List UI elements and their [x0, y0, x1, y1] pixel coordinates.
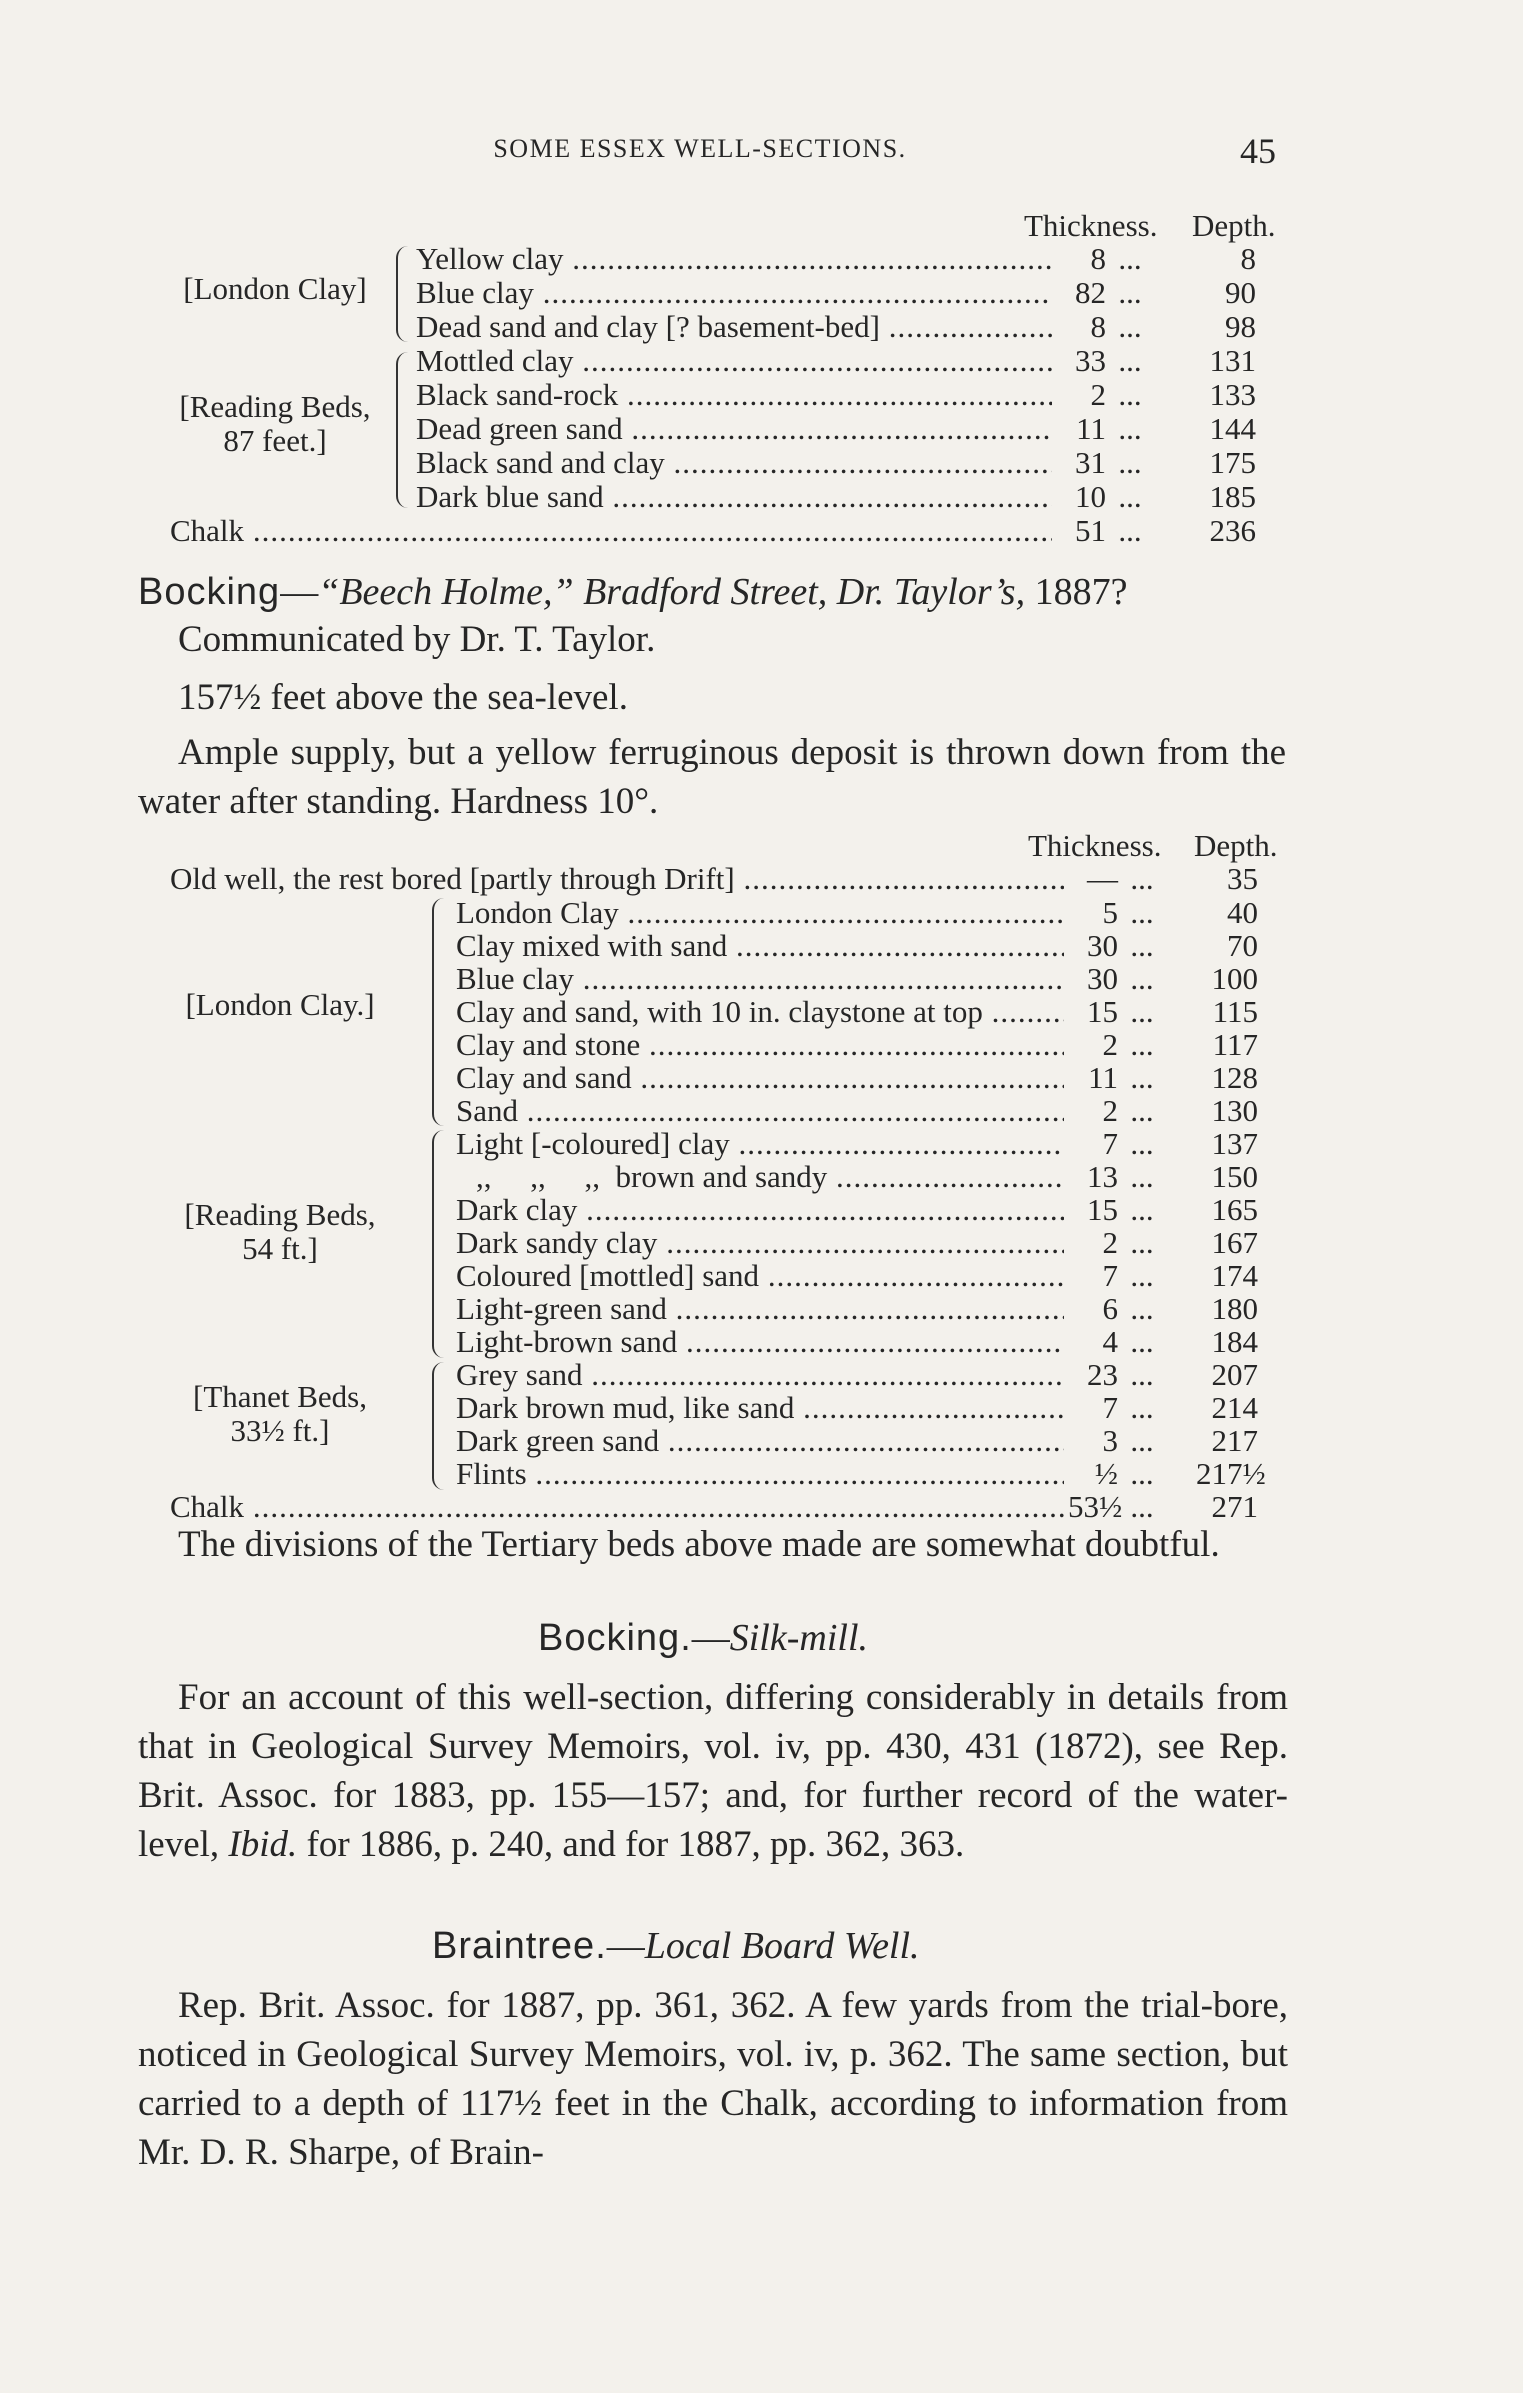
thickness-value: 2 — [1102, 1093, 1118, 1128]
table-row — [0, 1325, 1523, 1359]
page-number: 45 — [1240, 131, 1276, 171]
depth-value: 217 — [1211, 1423, 1258, 1458]
divisions-note: The divisions of the Tertiary beds above made are somewhat doubtful. — [178, 1524, 1220, 1565]
table-row — [0, 962, 1523, 996]
thickness-value: 11 — [1076, 411, 1106, 446]
section-heading-bocking-silk-mill — [538, 1616, 868, 1660]
depth-value: 217½ — [1196, 1456, 1266, 1491]
leader-dots: ... — [1118, 377, 1142, 412]
table-row — [0, 1457, 1523, 1491]
stratum-label: Yellow clay ..... — [416, 242, 1052, 276]
depth-value: 214 — [1211, 1390, 1258, 1425]
leader-dots: ... — [1118, 479, 1142, 514]
stratum-label: Dead green sand ..... — [416, 412, 1052, 446]
group-label-reading-beds: [Reading Beds, 54 ft.] — [184, 1197, 376, 1266]
depth-value: 117 — [1212, 1027, 1258, 1062]
leader-dots: ... — [1130, 1456, 1154, 1491]
thickness-value: 30 — [1087, 928, 1118, 963]
stratum-label: Blue clay ..... — [416, 276, 1052, 310]
depth-value: 207 — [1211, 1357, 1258, 1392]
stratum-label: Dark green sand ..... — [456, 1424, 1064, 1458]
stratum-label: Flints ..... — [456, 1457, 1064, 1491]
group-label-thanet-beds: [Thanet Beds, 33½ ft.] — [193, 1379, 367, 1448]
table-row — [0, 1259, 1523, 1293]
group-label-london-clay: [London Clay] — [183, 271, 367, 306]
thickness-column-header: Thickness. — [1024, 208, 1158, 243]
braintree-paragraph: Rep. Brit. Assoc. for 1887, pp. 361, 362. A few yards from the trial-bore, noticed in Geological Survey Memoirs, vol. iv, p. 362. The same section, but carried to a depth of 117½ feet in the Chalk, according to information from Mr. D. R. Sharpe, of Brain- — [138, 1985, 1288, 2173]
table-row — [0, 862, 1523, 896]
thickness-value: 23 — [1087, 1357, 1118, 1392]
stratum-label: Black sand and clay ..... — [416, 446, 1052, 480]
table-row — [0, 1391, 1523, 1425]
thickness-value: 30 — [1087, 961, 1118, 996]
heading-dash: — — [606, 1925, 645, 1967]
leader-dots: ... — [1130, 1159, 1154, 1194]
table-row — [0, 1028, 1523, 1062]
leader-dots: ... — [1118, 411, 1142, 446]
thickness-value: 15 — [1087, 994, 1118, 1029]
thickness-value: 10 — [1075, 479, 1106, 514]
leader-dots: ... — [1118, 309, 1142, 344]
depth-value: 128 — [1211, 1060, 1258, 1095]
leader-dots: ... — [1118, 445, 1142, 480]
thickness-value: ½ — [1094, 1456, 1118, 1491]
thickness-value: 11 — [1088, 1060, 1118, 1095]
heading-italic: Local Board Well. — [644, 1925, 920, 1967]
stratum-label: Old well, the rest bored [partly through Drift] ..... — [170, 862, 1064, 896]
table-row — [0, 1127, 1523, 1161]
leader-dots: ... — [1130, 928, 1154, 963]
leader-dots: ... — [1130, 1324, 1154, 1359]
leader-dots: ... — [1130, 1258, 1154, 1293]
depth-value: 98 — [1225, 309, 1256, 344]
thickness-value: 3 — [1102, 1423, 1118, 1458]
communicated-by: Communicated by Dr. T. Taylor. — [178, 619, 656, 660]
stratum-label: Clay and stone ..... — [456, 1028, 1064, 1062]
place-name: Bocking — [138, 571, 281, 613]
heading-dash: — — [280, 571, 319, 613]
depth-value: 133 — [1209, 377, 1256, 412]
leader-dots: ... — [1118, 343, 1142, 378]
thickness-value: 2 — [1090, 377, 1106, 412]
thickness-column-header: Thickness. — [1028, 828, 1162, 863]
leader-dots: ... — [1130, 1225, 1154, 1260]
depth-value: 236 — [1209, 513, 1256, 548]
thickness-value: 53½ — [1068, 1489, 1123, 1524]
table-row — [0, 1490, 1523, 1524]
place-name: Bocking. — [538, 1617, 692, 1659]
silk-mill-paragraph: For an account of this well-section, differing considerably in details from that in Geological Survey Memoirs, vol. iv, pp. 430, 431 (1872), see Rep. Brit. Assoc. for 1883, pp. 155—157; and, for further record of the water-level, Ibid. for 1886, p. 240, and for 1887, pp. 362, 363. — [138, 1677, 1288, 1865]
depth-value: 90 — [1225, 275, 1256, 310]
stratum-label: London Clay ..... — [456, 896, 1064, 930]
thickness-value: 31 — [1075, 445, 1106, 480]
depth-value: 175 — [1209, 445, 1256, 480]
stratum-label: Coloured [mottled] sand ..... — [456, 1259, 1064, 1293]
thickness-value: 15 — [1087, 1192, 1118, 1227]
stratum-label: Mottled clay ..... — [416, 344, 1052, 378]
running-title: SOME ESSEX WELL-SECTIONS. — [493, 134, 907, 163]
thickness-value: 8 — [1090, 309, 1106, 344]
stratum-label: Light-green sand ..... — [456, 1292, 1064, 1326]
depth-value: 174 — [1211, 1258, 1258, 1293]
leader-dots: ... — [1130, 1093, 1154, 1128]
leader-dots: ... — [1130, 1489, 1154, 1524]
place-name: Braintree. — [432, 1925, 607, 1967]
depth-value: 165 — [1211, 1192, 1258, 1227]
table-row — [0, 1292, 1523, 1326]
table-row — [0, 896, 1523, 930]
depth-value: 130 — [1211, 1093, 1258, 1128]
table-row — [0, 1160, 1523, 1194]
thickness-value: 2 — [1102, 1027, 1118, 1062]
stratum-label: Light-brown sand ..... — [456, 1325, 1064, 1359]
leader-dots: ... — [1130, 1423, 1154, 1458]
table-row — [0, 1424, 1523, 1458]
stratum-label: ,, ,, ,, brown and sandy ..... — [476, 1160, 1064, 1194]
thickness-value: — — [1087, 861, 1118, 896]
ibid-ref: Ibid. — [228, 1824, 298, 1865]
depth-value: 8 — [1240, 241, 1256, 276]
group-label-london-clay: [London Clay.] — [185, 987, 375, 1022]
leader-dots: ... — [1130, 1291, 1154, 1326]
thickness-value: 51 — [1075, 513, 1106, 548]
stratum-label: Clay and sand ..... — [456, 1061, 1064, 1095]
stratum-label: Clay and sand, with 10 in. claystone at top ..... — [456, 995, 1064, 1029]
depth-value: 180 — [1211, 1291, 1258, 1326]
leader-dots: ... — [1130, 1192, 1154, 1227]
thickness-value: 4 — [1102, 1324, 1118, 1359]
depth-value: 131 — [1209, 343, 1256, 378]
table-row — [0, 1193, 1523, 1227]
depth-value: 144 — [1209, 411, 1256, 446]
stratum-label: Light [-coloured] clay ..... — [456, 1127, 1064, 1161]
leader-dots: ... — [1130, 1126, 1154, 1161]
section-heading-braintree — [432, 1924, 920, 1968]
depth-value: 137 — [1211, 1126, 1258, 1161]
leader-dots: ... — [1118, 241, 1142, 276]
depth-column-header: Depth. — [1194, 828, 1278, 863]
depth-value: 35 — [1227, 861, 1258, 896]
thickness-value: 13 — [1087, 1159, 1118, 1194]
leader-dots: ... — [1118, 275, 1142, 310]
leader-dots: ... — [1130, 1390, 1154, 1425]
thickness-value: 2 — [1102, 1225, 1118, 1260]
depth-value: 100 — [1211, 961, 1258, 996]
stratum-label: Chalk ..... — [170, 1490, 1064, 1524]
leader-dots: ... — [1130, 1357, 1154, 1392]
thickness-value: 6 — [1102, 1291, 1118, 1326]
stratum-label: Blue clay ..... — [456, 962, 1064, 996]
leader-dots: ... — [1130, 1060, 1154, 1095]
stratum-label: Clay mixed with sand ..... — [456, 929, 1064, 963]
heading-italic: “Beech Holme,” Bradford Street, Dr. Taylor’s, — [318, 571, 1026, 613]
leader-dots: ... — [1130, 895, 1154, 930]
stratum-label: Dark brown mud, like sand ..... — [456, 1391, 1064, 1425]
stratum-label: Chalk ..... — [170, 514, 1052, 548]
leader-dots: ... — [1130, 1027, 1154, 1062]
depth-column-header: Depth. — [1192, 208, 1276, 243]
stratum-label: Grey sand ..... — [456, 1358, 1064, 1392]
depth-value: 184 — [1211, 1324, 1258, 1359]
stratum-label: Dark clay ..... — [456, 1193, 1064, 1227]
thickness-value: 8 — [1090, 241, 1106, 276]
stratum-label: Dark blue sand ..... — [416, 480, 1052, 514]
table-row — [0, 1358, 1523, 1392]
elevation-text: 157½ feet above the sea-level. — [178, 677, 628, 718]
leader-dots: ... — [1118, 513, 1142, 548]
leader-dots: ... — [1130, 861, 1154, 896]
stratum-label: Dark sandy clay ..... — [456, 1226, 1064, 1260]
heading-dash: — — [691, 1617, 730, 1659]
thickness-value: 7 — [1102, 1126, 1118, 1161]
stratum-label: Sand ..... — [456, 1094, 1064, 1128]
leader-dots: ... — [1130, 961, 1154, 996]
depth-value: 167 — [1211, 1225, 1258, 1260]
thickness-value: 5 — [1102, 895, 1118, 930]
table-row — [0, 1094, 1523, 1128]
group-label-reading-beds: [Reading Beds, 87 feet.] — [179, 389, 371, 458]
table-row — [0, 995, 1523, 1029]
thickness-value: 82 — [1075, 275, 1106, 310]
table-row — [0, 1061, 1523, 1095]
thickness-value: 7 — [1102, 1258, 1118, 1293]
depth-value: 150 — [1211, 1159, 1258, 1194]
depth-value: 271 — [1211, 1489, 1258, 1524]
depth-value: 40 — [1227, 895, 1258, 930]
leader-dots: ... — [1130, 994, 1154, 1029]
table-row — [0, 929, 1523, 963]
thickness-value: 7 — [1102, 1390, 1118, 1425]
heading-italic: Silk-mill. — [729, 1617, 869, 1659]
stratum-label: Black sand-rock ..... — [416, 378, 1052, 412]
table-row — [0, 1226, 1523, 1260]
supply-paragraph: Ample supply, but a yellow ferruginous deposit is thrown down from the water after standing. Hardness 10°. — [138, 732, 1286, 822]
depth-value: 70 — [1227, 928, 1258, 963]
depth-value: 115 — [1212, 994, 1258, 1029]
heading-year: 1887? — [1034, 571, 1128, 613]
thickness-value: 33 — [1075, 343, 1106, 378]
stratum-label: Dead sand and clay [? basement-bed] ..... — [416, 310, 1052, 344]
depth-value: 185 — [1209, 479, 1256, 514]
